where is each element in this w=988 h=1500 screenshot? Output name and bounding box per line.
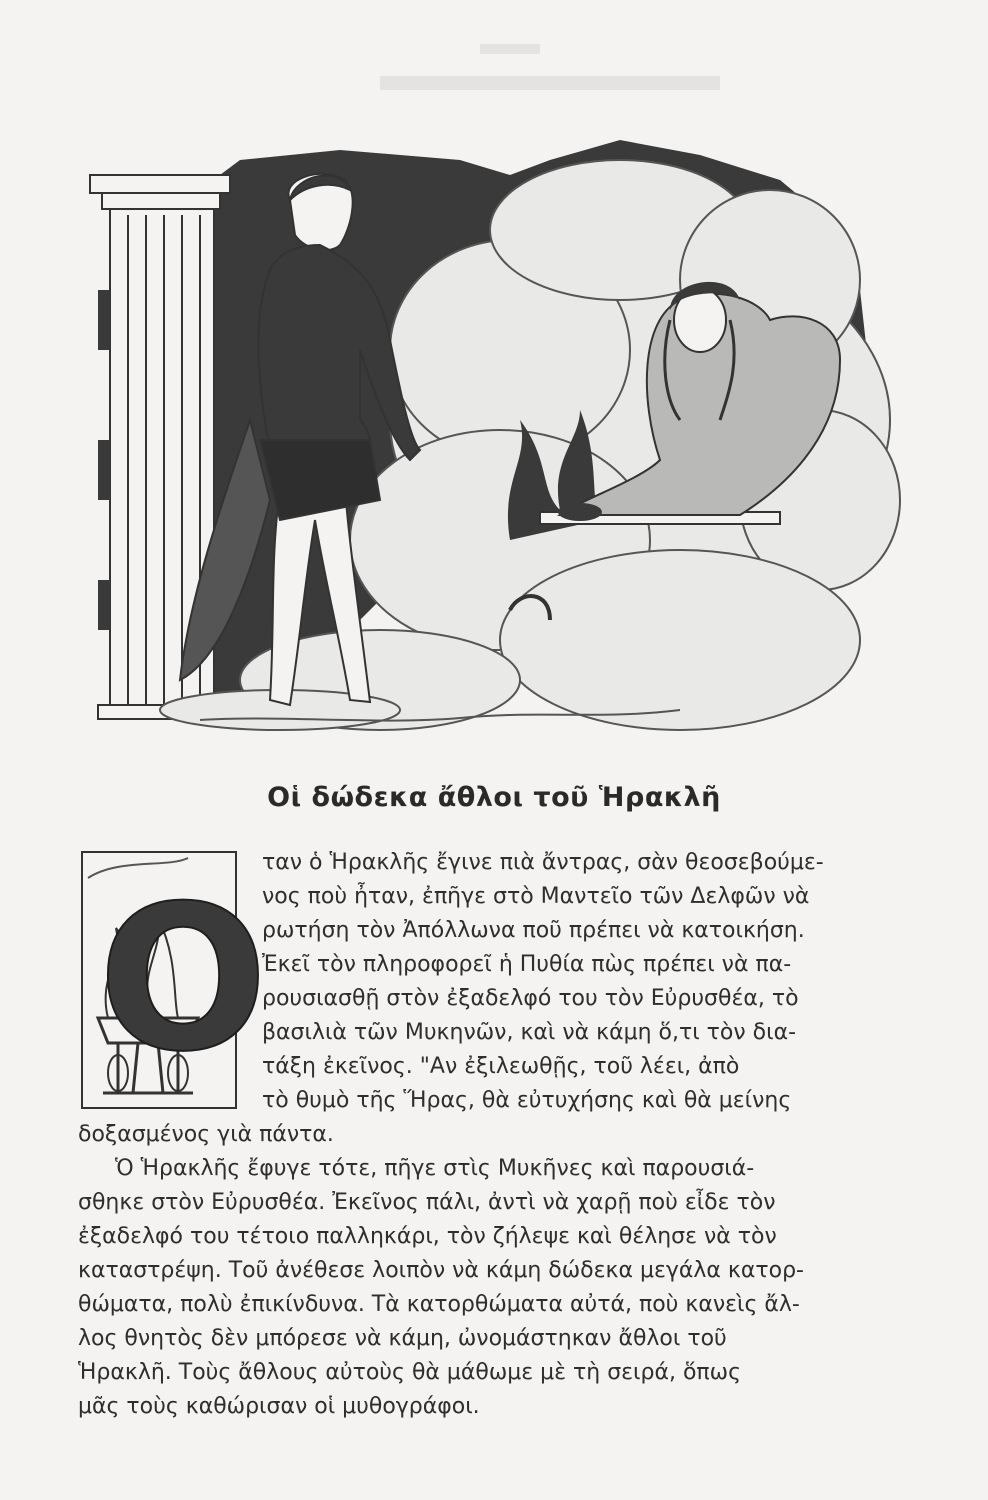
text-line: θώματα, πολὺ ἐπικίνδυνα. Τὰ κατορθώματα αὐτά, ποὺ κανεὶς ἄλ- bbox=[78, 1292, 800, 1317]
text-line: καταστρέψη. Τοῦ ἀνέθεσε λοιπὸν νὰ κάμη δώδεκα μεγάλα κατορ- bbox=[78, 1258, 804, 1283]
drop-cap-letter: O bbox=[97, 863, 269, 1096]
heracles-pythia-illustration bbox=[80, 120, 910, 770]
text-line: νος ποὺ ἦταν, ἐπῆγε στὸ Μαντεῖο τῶν Δελφῶν νὰ bbox=[262, 884, 810, 909]
text-line: τὸ θυμὸ τῆς Ἥρας, θὰ εὐτυχήσης καὶ θὰ μείνης bbox=[262, 1088, 792, 1113]
text-line: ρουσιασθῇ στὸν ἐξαδελφό του τὸν Εὐρυσθέα, τὸ bbox=[262, 986, 799, 1011]
text-line: μᾶς τοὺς καθώρισαν οἱ μυθογράφοι. bbox=[78, 1394, 480, 1419]
text-line: Ἡρακλῆ. Τοὺς ἄθλους αὐτοὺς θὰ μάθωμε μὲ τὴ σειρά, ὅπως bbox=[78, 1360, 741, 1385]
text-line: δοξασμένος γιὰ πάντα. bbox=[78, 1122, 334, 1147]
bleed-through-shadow bbox=[300, 40, 800, 100]
page-title: Οἱ δώδεκα ἄθλοι τοῦ Ἡρακλῆ bbox=[267, 782, 721, 813]
text-line: ρωτήση τὸν Ἀπόλλωνα ποῦ πρέπει νὰ κατοικήση. bbox=[262, 918, 805, 943]
text-line: βασιλιὰ τῶν Μυκηνῶν, καὶ νὰ κάμη ὅ,τι τὸν δια- bbox=[262, 1020, 797, 1045]
text-line: Ἐκεῖ τὸν πληροφορεῖ ἡ Πυθία πὼς πρέπει νὰ πα- bbox=[262, 952, 792, 977]
text-line: ταν ὁ Ἡρακλῆς ἔγινε πιὰ ἄντρας, σὰν θεοσεβούμε- bbox=[262, 850, 824, 875]
text-line: λος θνητὸς δὲν μπόρεσε νὰ κάμη, ὠνομάστηκαν ἄθλοι τοῦ bbox=[78, 1326, 727, 1351]
text-line: σθηκε στὸν Εὐρυσθέα. Ἐκεῖνος πάλι, ἀντὶ νὰ χαρῇ ποὺ εἶδε τὸν bbox=[78, 1190, 776, 1215]
text-line: Ὁ Ἡρακλῆς ἔφυγε τότε, πῆγε στὶς Μυκῆνες καὶ παρουσιά- bbox=[115, 1156, 755, 1181]
text-line: ἐξαδελφό του τέτοιο παλληκάρι, τὸν ζήλεψε καὶ θέλησε νὰ τὸν bbox=[78, 1224, 777, 1249]
text-line: τάξη ἐκεῖνος. "Αν ἐξιλεωθῇς, τοῦ λέει, ἀπὸ bbox=[262, 1054, 740, 1079]
drop-cap-ornament bbox=[78, 848, 269, 1116]
